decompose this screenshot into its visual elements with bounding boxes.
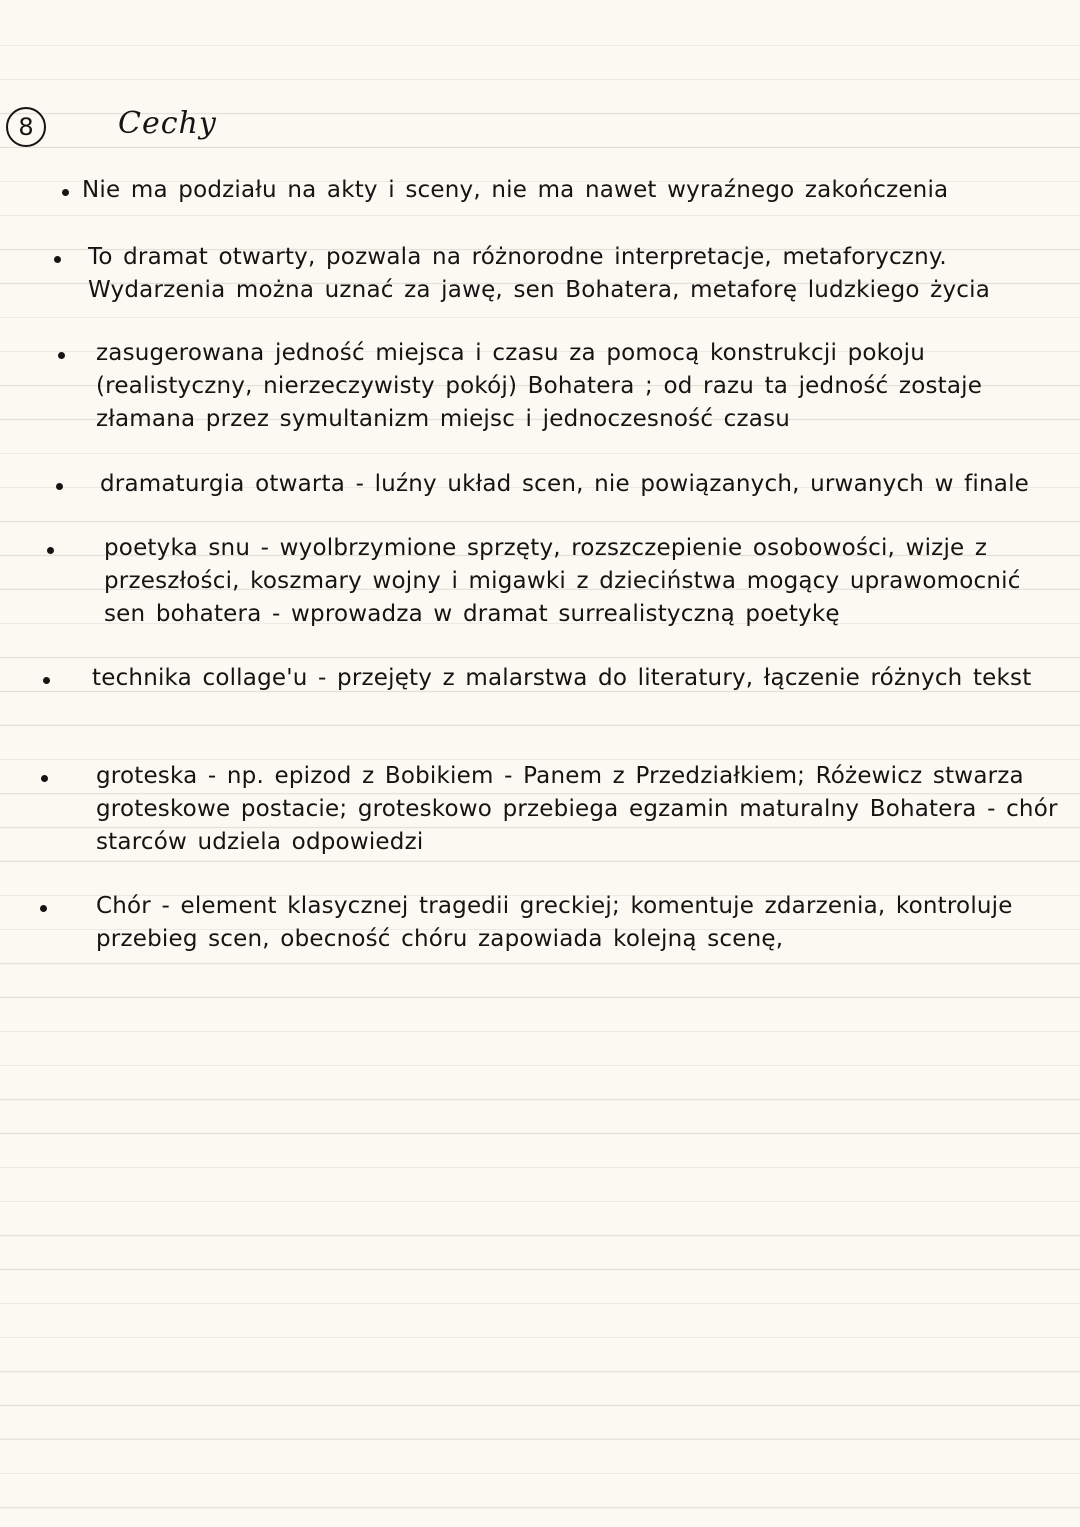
section-number: 8	[18, 113, 34, 141]
bullet-icon	[62, 189, 69, 196]
bullet-icon	[54, 256, 61, 263]
bullet-icon	[58, 352, 65, 359]
bullet-icon	[40, 905, 47, 912]
list-item-text: Chór - element klasycznej tragedii greckiej; komentuje zdarzenia, kontroluje przebieg scen, obecność chóru zapowiada kolejną scenę,	[96, 893, 1013, 952]
list-item-text: Nie ma podziału na akty i sceny, nie ma nawet wyraźnego zakończenia	[82, 177, 949, 203]
section-heading: Cechy	[118, 106, 217, 141]
list-item-text: zasugerowana jedność miejsca i czasu za pomocą konstrukcji pokoju (realistyczny, nierzeczywisty pokój) Bohatera ; od razu ta jedność zostaje złamana przez symultanizm miejsc i jednoczesność czasu	[96, 340, 983, 432]
list-item-text: technika collage'u - przejęty z malarstwa do literatury, łączenie różnych tekst	[92, 665, 1032, 691]
bullet-icon	[43, 677, 50, 684]
list-item-text: dramaturgia otwarta - luźny układ scen, nie powiązanych, urwanych w finale	[100, 471, 1030, 497]
bullet-icon	[56, 483, 63, 490]
bullet-icon	[41, 775, 48, 782]
bullet-icon	[47, 547, 54, 554]
section-number-badge	[6, 107, 46, 147]
list-item-text: To dramat otwarty, pozwala na różnorodne interpretacje, metaforyczny. Wydarzenia można uznać za jawę, sen Bohatera, metaforę ludzkiego życia	[88, 244, 990, 303]
list-item-text: poetyka snu - wyolbrzymione sprzęty, rozszczepienie osobowości, wizje z przeszłości, koszmary wojny i migawki z dzieciństwa mogący uprawomocnić sen bohatera - wprowadza w dramat surrealistyczną poetykę	[104, 535, 1021, 627]
list-item-text: groteska - np. epizod z Bobikiem - Panem z Przedziałkiem; Różewicz stwarza groteskowe postacie; groteskowo przebiega egzamin maturalny Bohatera - chór starców udziela odpowiedzi	[96, 763, 1058, 855]
